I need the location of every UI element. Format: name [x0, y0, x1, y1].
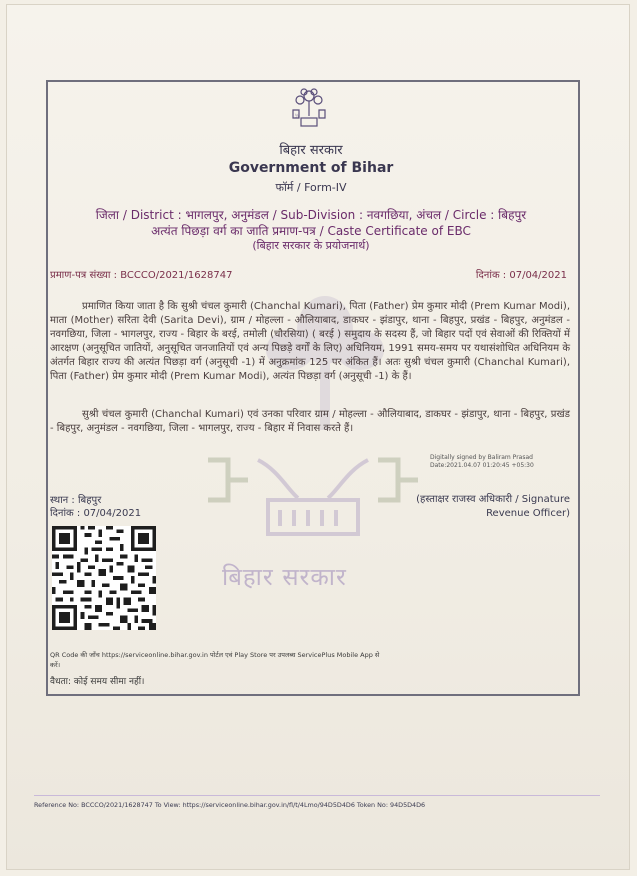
- signature-line-1: (हस्ताक्षर राजस्व अधिकारी / Signature: [416, 494, 570, 505]
- bihar-emblem-icon: [289, 86, 329, 132]
- residence-paragraph: सुश्री चंचल कुमारी (Chanchal Kumari) एवं उनका परिवार ग्राम / मोहल्ला - औलियाबाद, डाकघर - झंडापुर, थाना - बिहपुर, प्रखंड - बिहपुर, अनुमंडल - नवगछिया, जिला - भागलपुर, राज्य - बिहार में निवास करते हैं।: [50, 409, 570, 434]
- form-label: फॉर्म / Form-IV: [275, 181, 347, 194]
- signature-line-2: Revenue Officer): [486, 508, 570, 519]
- issue-place: स्थान : बिहपुर: [50, 495, 102, 506]
- state-title-hindi: बिहार सरकार: [279, 143, 343, 158]
- location-line: जिला / District : भागलपुर, अनुमंडल / Sub-Division : नवगछिया, अंचल / Circle : बिहपुर: [95, 208, 527, 222]
- digital-signature-note: [430, 454, 534, 470]
- issue-date: दिनांक : 07/04/2021: [50, 508, 142, 519]
- certificate-title: अत्यंत पिछड़ा वर्ग का जाति प्रमाण-पत्र / Caste Certificate of EBC: [151, 224, 471, 238]
- qr-verification-note: QR Code की जाँच https://serviceonline.bihar.gov.in पोर्टल एवं Play Store पर उपलब्ध ServicePlus Mobile App से करें।: [50, 651, 380, 669]
- footer-reference: Reference No: BCCCO/2021/1628747 To View: https://serviceonline.bihar.gov.in/fl/t/4Lmo/94D5D4D6 Token No: 94D5D4D6: [34, 801, 426, 809]
- issue-details: [50, 494, 141, 520]
- digital-signature-signer: Digitally signed by Baliram Prasad: [430, 454, 533, 461]
- certificate-number: प्रमाण-पत्र संख्या : BCCCO/2021/1628747: [50, 270, 233, 281]
- certificate-date: दिनांक : 07/04/2021: [475, 270, 567, 281]
- svg-text:卐: 卐: [295, 113, 299, 118]
- signature-block: [410, 493, 570, 521]
- watermark-text: बिहार सरकार: [222, 563, 347, 591]
- validity-note: वैधता: कोई समय सीमा नहीं।: [50, 677, 145, 687]
- digital-signature-date: Date:2021.04.07 01:20:45 +05:30: [430, 462, 534, 469]
- purpose-line: (बिहार सरकार के प्रयोजनार्थ): [252, 239, 370, 252]
- footer-divider: [34, 795, 600, 796]
- certificate-body-paragraph: प्रमाणित किया जाता है कि सुश्री चंचल कुमारी (Chanchal Kumari), पिता (Father) प्रेम कुमार मोदी (Prem Kumar Modi), माता (Mother) सरिता देवी (Sarita Devi), ग्राम / मोहल्ला - औलियाबाद, डाकघर - झंडापुर, थाना - बिहपुर, प्रखंड - बिहपुर, अनुमंडल - नवगछिया, जिला - भागलपुर, राज्य - बिहार के बरई, तमोली (चौरसिया) ( बरई ) समुदाय के सदस्य हैं, जो बिहार पदों एवं सेवाओं की रिक्तियों में आरक्षण (अनुसूचित जातियों, अनुसूचित जनजातियों एवं अन्य पिछड़े वर्गों के लिए) अधिनियम, 1991 समय-समय पर यथासंशोधित अधिनियम के अंतर्गत बिहार राज्य की अत्यंत पिछड़ा वर्ग (अनुसूची -1) में अनुक्रमांक 125 पर अंकित हैं। अतः सुश्री चंचल कुमारी (Chanchal Kumari), पिता (Father) प्रेम कुमार मोदी (Prem Kumar Modi), अत्यंत पिछड़ा वर्ग (अनुसूची -1) के हैं।: [50, 301, 570, 382]
- state-title-english: Government of Bihar: [228, 160, 394, 176]
- qr-code-icon[interactable]: [52, 526, 156, 630]
